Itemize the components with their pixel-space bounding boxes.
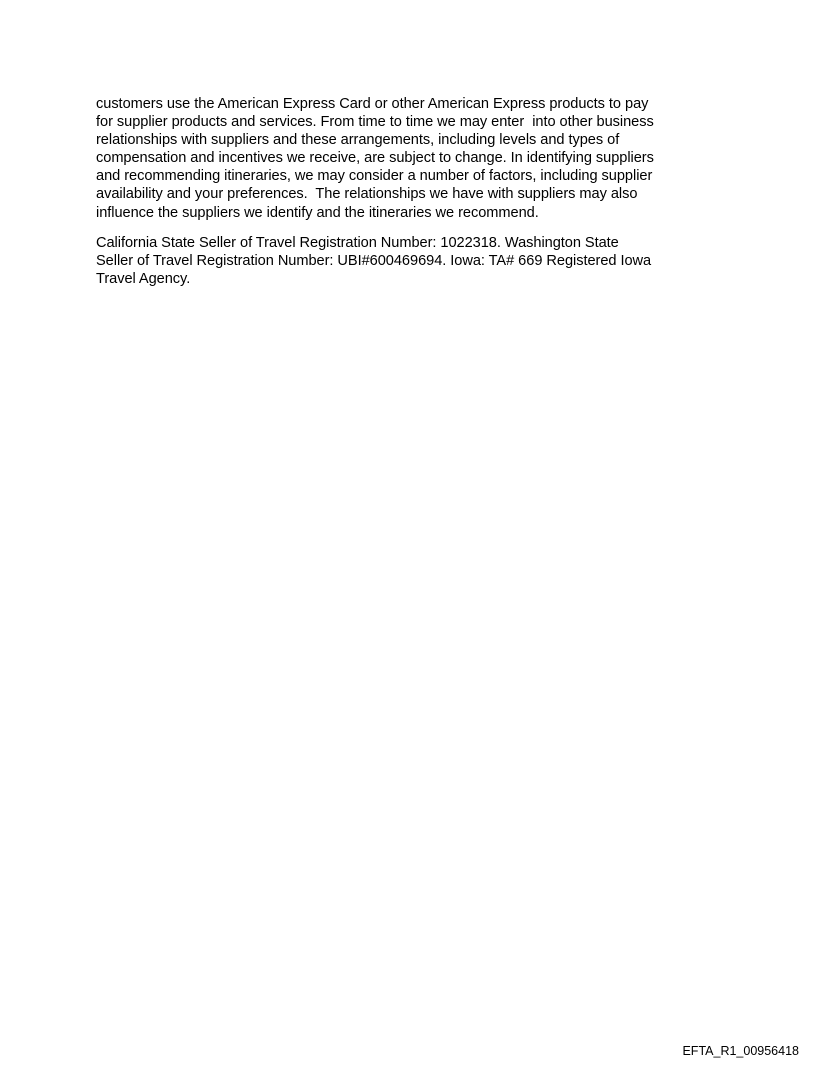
document-id-footer: EFTA_R1_00956418 [682,1044,799,1058]
paragraph-spacer [96,222,736,234]
paragraph-line: Travel Agency. [96,270,191,287]
supplier-relationships-paragraph [96,95,736,222]
document-body [96,95,736,288]
paragraph-line: relationships with suppliers and these arrangements, including levels and types of [96,132,620,149]
paragraph-line: availability and your preferences. The relationships we have with suppliers may also [96,186,638,203]
registration-numbers-paragraph [96,234,736,288]
paragraph-line: influence the suppliers we identify and the itineraries we recommend. [96,204,539,221]
paragraph-line: and recommending itineraries, we may consider a number of factors, including supplier [96,168,653,185]
paragraph-line: Seller of Travel Registration Number: UBI#600469694. Iowa: TA# 669 Registered Iowa [96,252,652,269]
paragraph-line: California State Seller of Travel Registration Number: 1022318. Washington State [96,234,619,251]
paragraph-line: customers use the American Express Card or other American Express products to pay [96,96,649,112]
paragraph-line: for supplier products and services. From time to time we may enter into other business [96,114,654,131]
paragraph-line: compensation and incentives we receive, are subject to change. In identifying suppliers [96,150,654,167]
